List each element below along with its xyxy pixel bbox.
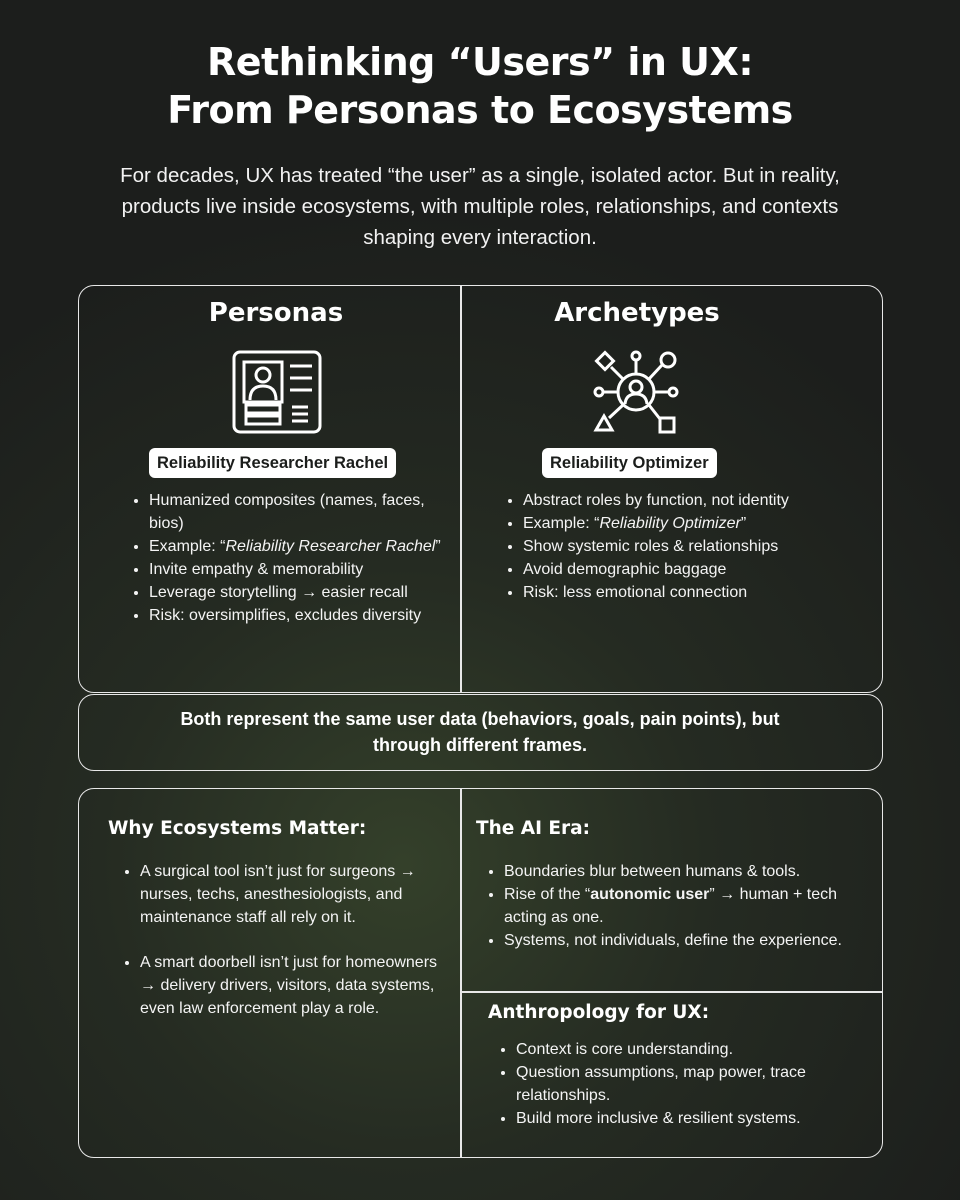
archetypes-heading: Archetypes: [554, 298, 720, 328]
list-item: • Abstract roles by function, not identity: [523, 489, 823, 512]
personas-heading: Personas: [208, 298, 344, 328]
list-item: • Risk: oversimplifies, excludes diversity: [149, 604, 449, 627]
personas-list: [127, 489, 449, 627]
ai-era-list: [482, 860, 854, 952]
archetypes-list: [501, 489, 823, 604]
page-title: [0, 38, 960, 134]
list-item: • A smart doorbell isn’t just for homeowners → delivery drivers, visitors, data systems, even law enforcement play a role.: [140, 951, 452, 1020]
profile-card-icon: [232, 350, 322, 434]
context-divider-vertical: [460, 789, 462, 1157]
example-suffix: ”: [435, 538, 441, 555]
anthropology-list: [494, 1038, 856, 1130]
list-item: [149, 535, 449, 558]
list-item: [504, 883, 854, 929]
comparison-divider: [460, 286, 462, 692]
ecosystems-heading: Why Ecosystems Matter:: [108, 818, 367, 839]
example-prefix: Example: “: [149, 538, 226, 555]
example-persona-name: Reliability Researcher Rachel: [225, 538, 436, 555]
list-item: • Invite empathy & memorability: [149, 558, 449, 581]
persona-name-badge: Reliability Researcher Rachel: [149, 448, 396, 478]
example-archetype-name: Reliability Optimizer: [599, 515, 741, 532]
autonomic-user-term: autonomic user: [590, 886, 710, 903]
example-suffix: ”: [740, 515, 747, 532]
example-prefix: Example: “: [523, 515, 600, 532]
ecosystems-list: [118, 860, 452, 1042]
list-item: • Boundaries blur between humans & tools.: [504, 860, 854, 883]
list-item: • Context is core understanding.: [516, 1038, 856, 1061]
archetype-name-badge: Reliability Optimizer: [542, 448, 717, 478]
ai-era-heading: The AI Era:: [476, 818, 591, 839]
bridge-text: Both represent the same user data (behaviors, goals, pain points), but through different frames.: [180, 709, 780, 755]
anthropology-heading: Anthropology for UX:: [488, 1002, 710, 1023]
list-item: • A surgical tool isn’t just for surgeons → nurses, techs, anesthesiologists, and maintenance staff all rely on it.: [140, 860, 452, 929]
list-item: • Build more inclusive & resilient systems.: [516, 1107, 856, 1130]
list-item: • Question assumptions, map power, trace relationships.: [516, 1061, 856, 1107]
network-user-icon: [592, 350, 680, 436]
list-item: • Risk: less emotional connection: [523, 581, 823, 604]
list-item: • Systems, not individuals, define the experience.: [504, 929, 854, 952]
title-line-2: From Personas to Ecosystems: [167, 88, 793, 132]
list-item: • Show systemic roles & relationships: [523, 535, 823, 558]
intro-paragraph: For decades, UX has treated “the user” as a single, isolated actor. But in reality, products live inside ecosystems, with multiple roles, relationships, and contexts shaping every interaction.: [120, 164, 840, 249]
list-item: [523, 512, 823, 535]
list-item: • Leverage storytelling → easier recall: [149, 581, 449, 604]
bullet-suffix: ” → human + tech acting as one.: [504, 886, 838, 926]
title-line-1: Rethinking “Users” in UX:: [206, 40, 754, 84]
list-item: • Humanized composites (names, faces, bios): [149, 489, 449, 535]
context-divider-horizontal: [461, 991, 882, 993]
bullet-prefix: Rise of the “: [504, 886, 591, 903]
list-item: • Avoid demographic baggage: [523, 558, 823, 581]
